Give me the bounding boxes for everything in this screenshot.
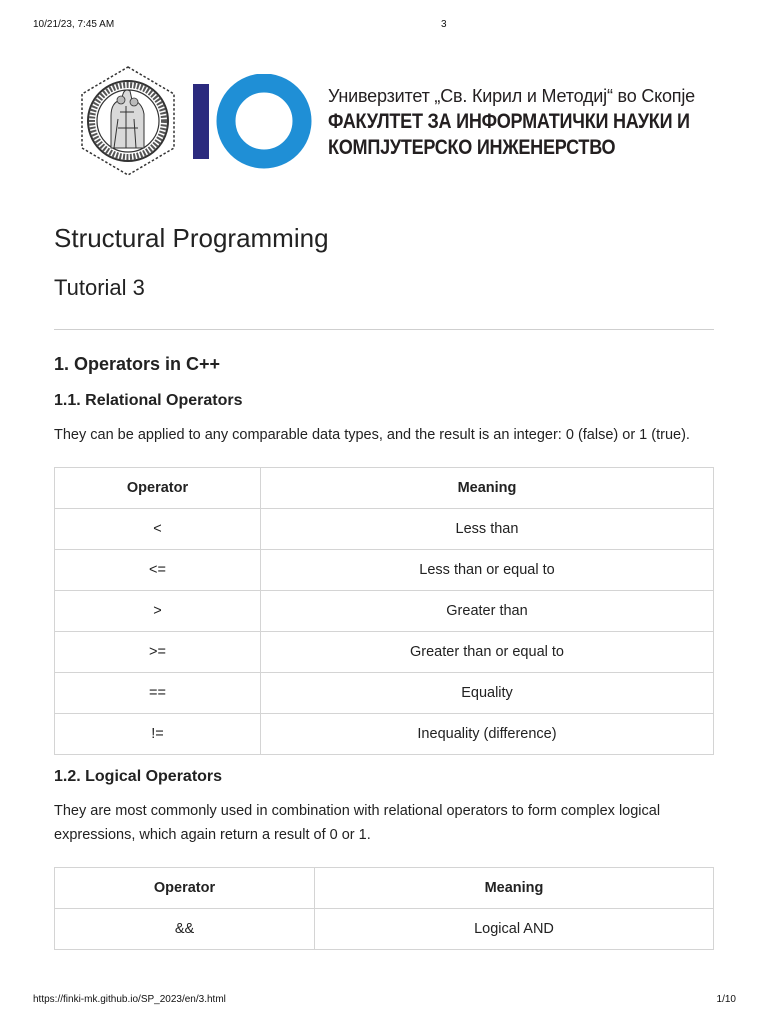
column-header-operator: Operator (55, 468, 261, 509)
relational-operators-table (54, 467, 714, 755)
page-url: https://finki-mk.github.io/SP_2023/en/3.html (33, 994, 226, 1005)
meaning-cell: Equality (261, 673, 714, 714)
print-footer (33, 994, 736, 1008)
meaning-cell: Greater than (261, 591, 714, 632)
page-counter: 1/10 (716, 994, 736, 1005)
meaning-cell: Less than or equal to (261, 550, 714, 591)
faculty-name-line2: КОМПЈУТЕРСКО ИНЖЕНЕРСТВО (328, 136, 616, 159)
print-header (33, 19, 738, 33)
print-title: 3 (441, 19, 447, 30)
operator-cell: < (55, 509, 261, 550)
table-row (55, 550, 714, 591)
table-row (55, 591, 714, 632)
paragraph-relational: They can be applied to any comparable data types, and the result is an integer: 0 (false) or 1 (true). (54, 427, 690, 443)
university-seal-icon (78, 64, 178, 179)
paragraph-logical: They are most commonly used in combination with relational operators to form complex logical expressions, which again return a result of 0 or 1. (54, 803, 661, 843)
table-header-row (55, 868, 714, 909)
operator-cell: && (55, 909, 315, 950)
meaning-cell: Logical AND (315, 909, 714, 950)
meaning-cell: Less than (261, 509, 714, 550)
operator-cell: <= (55, 550, 261, 591)
table-header-row (55, 468, 714, 509)
column-header-meaning: Meaning (261, 468, 714, 509)
column-header-operator: Operator (55, 868, 315, 909)
print-datetime: 10/21/23, 7:45 AM (33, 19, 115, 30)
faculty-banner (78, 64, 698, 179)
meaning-cell: Greater than or equal to (261, 632, 714, 673)
page-title: Structural Programming (54, 223, 329, 253)
divider (54, 329, 714, 330)
subsection-heading-logical: 1.2. Logical Operators (54, 768, 223, 785)
operator-cell: == (55, 673, 261, 714)
column-header-meaning: Meaning (315, 868, 714, 909)
table-row (55, 909, 714, 950)
logical-operators-table (54, 867, 714, 950)
table-row (55, 714, 714, 755)
faculty-name-line1: ФАКУЛТЕТ ЗА ИНФОРМАТИЧКИ НАУКИ И (328, 110, 690, 133)
io-logo-icon (190, 74, 315, 169)
operator-cell: != (55, 714, 261, 755)
university-name: Универзитет „Св. Кирил и Методиј“ во Скопје (328, 86, 695, 106)
subsection-heading-relational: 1.1. Relational Operators (54, 392, 243, 409)
table-row (55, 632, 714, 673)
page-subtitle: Tutorial 3 (54, 275, 145, 300)
operator-cell: > (55, 591, 261, 632)
table-row (55, 673, 714, 714)
meaning-cell: Inequality (difference) (261, 714, 714, 755)
operator-cell: >= (55, 632, 261, 673)
document-content (54, 216, 714, 950)
section-heading: 1. Operators in C++ (54, 354, 221, 374)
table-row (55, 509, 714, 550)
